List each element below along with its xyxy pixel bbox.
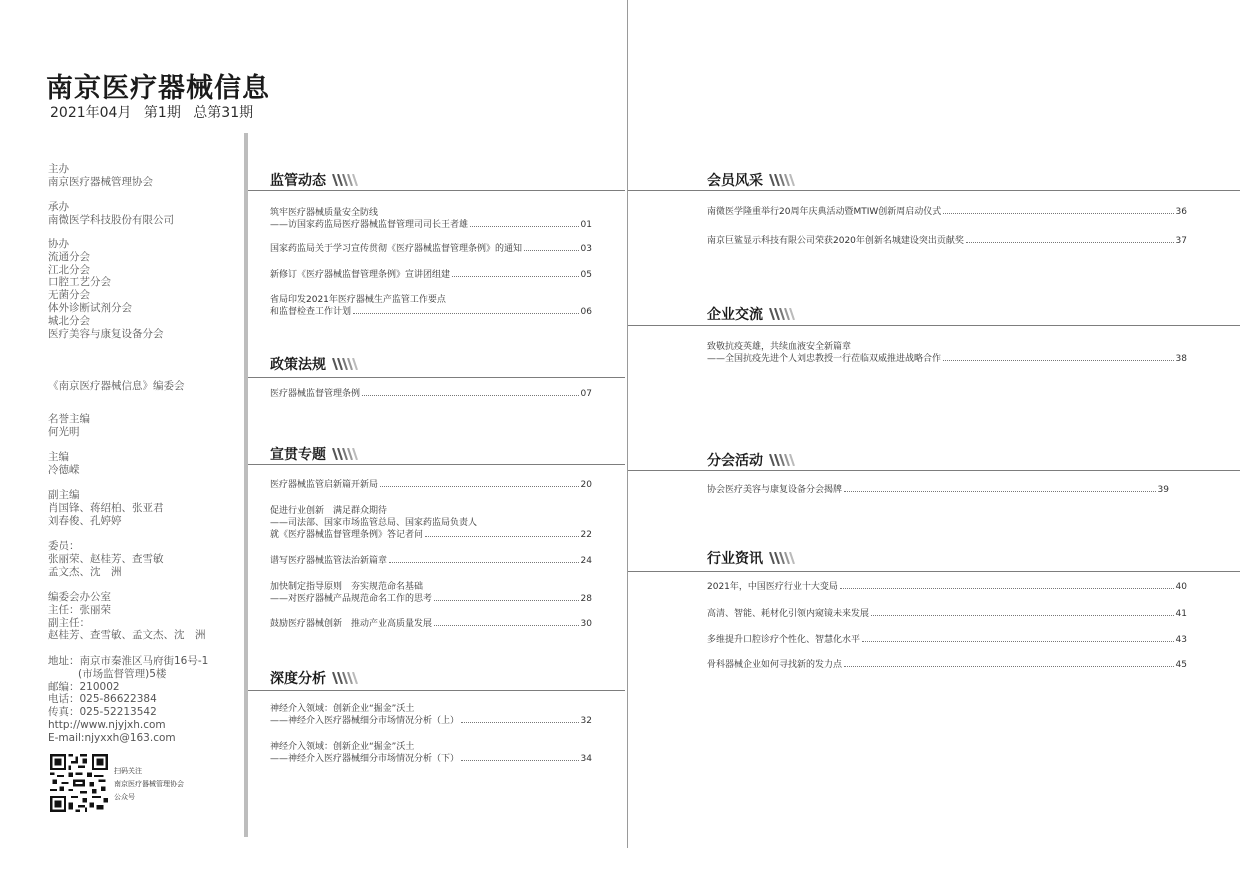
page-number: 36 xyxy=(1175,207,1187,217)
entry-subtitle: ——访国家药监局医疗器械监督管理司司长王者雄 xyxy=(270,220,469,230)
co-org: 体外诊断试剂分会 xyxy=(48,301,132,314)
dot-leader xyxy=(425,536,579,537)
section-heading xyxy=(270,354,358,374)
page-number: 39 xyxy=(1157,485,1169,495)
entry-title: 筑牢医疗器械质量安全防线 xyxy=(270,208,379,218)
toc-entry[interactable] xyxy=(707,340,1187,364)
issue-number: 第1期 xyxy=(143,105,181,121)
co-org: 江北分会 xyxy=(48,263,90,276)
section-heading xyxy=(707,304,795,324)
toc-entry[interactable] xyxy=(707,205,1187,217)
toc-entry[interactable] xyxy=(270,504,592,540)
hon-editor-name: 何光明 xyxy=(48,425,80,438)
publication-title: 南京医疗器械信息 xyxy=(46,73,270,104)
section-heading xyxy=(707,170,795,190)
dot-leader xyxy=(862,641,1174,642)
page-divider xyxy=(627,0,628,848)
page-number: 34 xyxy=(580,754,592,764)
stripe-decoration-icon xyxy=(332,448,358,460)
page-number: 22 xyxy=(580,530,592,540)
co-org: 流通分会 xyxy=(48,250,90,263)
toc-entry[interactable] xyxy=(270,580,592,604)
entry-subtitle: ——全国抗疫先进个人刘忠教授一行莅临双威推进战略合作 xyxy=(707,354,942,364)
issue-date: 2021年04月 xyxy=(50,105,132,121)
dot-leader xyxy=(434,625,579,626)
entry-title: 神经介入领域：创新企业“掘金”沃土 xyxy=(270,704,415,714)
members-names: 张丽荣、赵桂芳、查雪敏 xyxy=(48,552,164,565)
section-rule xyxy=(248,377,625,378)
issue-total: 总第31期 xyxy=(193,105,254,121)
page-number: 41 xyxy=(1175,609,1187,619)
toc-entry[interactable] xyxy=(707,607,1187,619)
entry-title: 多维提升口腔诊疗个性化、智慧化水平 xyxy=(707,635,861,645)
toc-entry[interactable] xyxy=(707,483,1169,495)
dot-leader xyxy=(452,276,579,277)
toc-entry[interactable] xyxy=(270,293,592,317)
entry-subtitle: ——对医疗器械产品规范命名工作的思考 xyxy=(270,594,433,604)
section-heading xyxy=(270,668,358,688)
members-names: 孟文杰、沈 洲 xyxy=(48,565,122,578)
office-label: 编委会办公室 xyxy=(48,591,111,603)
page-number: 38 xyxy=(1175,354,1187,364)
co-org: 城北分会 xyxy=(48,314,90,327)
toc-entry[interactable] xyxy=(270,617,592,629)
stripe-decoration-icon xyxy=(332,358,358,370)
section-rule xyxy=(628,470,1240,471)
toc-entry[interactable] xyxy=(270,206,592,230)
dot-leader xyxy=(353,313,579,314)
deputy-editor-block xyxy=(48,489,164,527)
entry-subtitle: ——司法部、国家市场监管总局、国家药监局负责人 xyxy=(270,518,478,528)
dot-leader xyxy=(871,615,1174,616)
section-rule xyxy=(248,464,625,465)
stripe-decoration-icon xyxy=(769,454,795,466)
section-rule xyxy=(248,190,625,191)
postcode: 邮编：210002 xyxy=(48,680,120,693)
page-number: 24 xyxy=(580,556,592,566)
qr-caption xyxy=(114,765,184,804)
entry-title: 致敬抗疫英雄，共续血液安全新篇章 xyxy=(707,342,852,352)
office-deputy-label: 副主任： xyxy=(48,616,90,629)
address-line-2: (市场监督管理)5楼 xyxy=(78,667,167,680)
website-link[interactable]: http://www.njyjxh.com xyxy=(48,718,166,731)
entry-title: 高清、智能、耗材化引领内窥镜未来发展 xyxy=(707,609,870,619)
section-heading-text: 分会活动 xyxy=(707,453,763,469)
section-heading xyxy=(270,444,358,464)
members-block xyxy=(48,540,164,578)
section-heading xyxy=(707,450,795,470)
page-number: 28 xyxy=(580,594,592,604)
stripe-decoration-icon xyxy=(769,308,795,320)
dot-leader xyxy=(943,213,1173,214)
toc-entry[interactable] xyxy=(270,740,592,764)
committee-title: 《南京医疗器械信息》编委会 xyxy=(48,380,185,392)
toc-entry[interactable] xyxy=(270,478,592,490)
dot-leader xyxy=(844,491,1156,492)
page-number: 03 xyxy=(580,244,592,254)
entry-title: 骨科器械企业如何寻找新的发力点 xyxy=(707,660,843,670)
dot-leader xyxy=(840,588,1174,589)
host-label: 主办 xyxy=(48,163,69,175)
fax: 传真：025-52213542 xyxy=(48,706,157,719)
email-link[interactable]: E-mail:njyxxh@163.com xyxy=(48,731,176,744)
qr-caption-line: 南京医疗器械管理协会 xyxy=(114,780,184,788)
organizer-block xyxy=(48,201,174,227)
section-rule xyxy=(628,571,1240,572)
entry-title: 谱写医疗器械监管法治新篇章 xyxy=(270,556,388,566)
co-org: 口腔工艺分会 xyxy=(48,276,111,289)
dot-leader xyxy=(844,666,1174,667)
editor-block xyxy=(48,451,80,477)
entry-title: 神经介入领域：创新企业“掘金”沃土 xyxy=(270,742,415,752)
section-rule xyxy=(628,190,1240,191)
section-heading-text: 深度分析 xyxy=(270,671,326,687)
page-number: 01 xyxy=(580,220,592,230)
section-heading-text: 政策法规 xyxy=(270,357,326,373)
section-heading xyxy=(707,548,795,568)
host-block xyxy=(48,163,153,189)
dot-leader xyxy=(461,760,579,761)
address: 地址：南京市秦淮区马府街16号-1 xyxy=(48,655,209,667)
dot-leader xyxy=(524,250,579,251)
entry-subtitle: ——神经介入医疗器械细分市场情况分析（下） xyxy=(270,754,460,764)
office-block xyxy=(48,591,206,642)
entry-subtitle: 就《医疗器械监督管理条例》答记者问 xyxy=(270,530,424,540)
organizer-label: 承办 xyxy=(48,201,69,213)
section-heading-text: 监管动态 xyxy=(270,173,326,189)
stripe-decoration-icon xyxy=(769,174,795,186)
deputy-editor-names: 刘春俊、孔婷婷 xyxy=(48,514,122,527)
entry-title: 鼓励医疗器械创新 推动产业高质量发展 xyxy=(270,619,433,629)
toc-entry[interactable] xyxy=(707,633,1187,645)
entry-title: 医疗器械监管启新篇开新局 xyxy=(270,480,379,490)
section-rule xyxy=(248,690,625,691)
page-number: 43 xyxy=(1175,635,1187,645)
qr-code-image[interactable] xyxy=(49,754,109,812)
co-org: 医疗美容与康复设备分会 xyxy=(48,327,164,340)
toc-entry[interactable] xyxy=(707,580,1187,592)
office-deputy-names: 赵桂芳、查雪敏、孟文杰、沈 洲 xyxy=(48,629,206,642)
page-number: 37 xyxy=(1175,236,1187,246)
section-heading-text: 企业交流 xyxy=(707,307,763,323)
entry-subtitle: 和监督检查工作计划 xyxy=(270,307,352,317)
section-heading-text: 行业资讯 xyxy=(707,551,763,567)
deputy-editor-label: 副主编 xyxy=(48,489,80,501)
qr-caption-line: 扫码关注 xyxy=(114,767,142,775)
dot-leader xyxy=(434,600,579,601)
page-number: 06 xyxy=(580,307,592,317)
hon-editor-label: 名誉主编 xyxy=(48,413,90,425)
stripe-decoration-icon xyxy=(332,672,358,684)
section-heading-text: 宣贯专题 xyxy=(270,447,326,463)
toc-entry[interactable] xyxy=(270,702,592,726)
page-number: 05 xyxy=(580,270,592,280)
stripe-decoration-icon xyxy=(332,174,358,186)
entry-title: 国家药监局关于学习宣传贯彻《医疗器械监督管理条例》的通知 xyxy=(270,244,523,254)
toc-entry[interactable] xyxy=(270,242,592,254)
contact-block xyxy=(48,655,208,745)
page-number: 20 xyxy=(580,480,592,490)
editor-label: 主编 xyxy=(48,451,69,463)
page-number: 32 xyxy=(580,716,592,726)
hon-editor-block xyxy=(48,413,90,439)
co-org: 无菌分会 xyxy=(48,289,90,302)
dot-leader xyxy=(380,486,579,487)
toc-entry[interactable] xyxy=(270,387,592,399)
dot-leader xyxy=(461,722,579,723)
organizer-name: 南微医学科技股份有限公司 xyxy=(48,213,174,226)
dot-leader xyxy=(362,395,579,396)
section-rule xyxy=(628,325,1240,326)
dot-leader xyxy=(966,242,1174,243)
entry-subtitle: ——神经介入医疗器械细分市场情况分析（上） xyxy=(270,716,460,726)
section-heading-text: 会员风采 xyxy=(707,173,763,189)
entry-title: 医疗器械监督管理条例 xyxy=(270,389,361,399)
co-organizer-label: 协办 xyxy=(48,238,69,250)
entry-title: 促进行业创新 满足群众期待 xyxy=(270,506,388,516)
dot-leader xyxy=(943,360,1174,361)
sidebar-accent-bar xyxy=(244,133,248,837)
office-director: 主任：张丽荣 xyxy=(48,603,111,616)
entry-title: 加快制定指导原则 夯实规范命名基础 xyxy=(270,582,424,592)
page-number: 07 xyxy=(580,389,592,399)
section-heading xyxy=(270,170,358,190)
host-name: 南京医疗器械管理协会 xyxy=(48,175,153,188)
entry-title: 新修订《医疗器械监督管理条例》宣讲团组建 xyxy=(270,270,451,280)
co-organizer-block xyxy=(48,238,164,340)
page-number: 40 xyxy=(1175,582,1187,592)
toc-entry[interactable] xyxy=(707,658,1187,670)
entry-title: 南京巨鲨显示科技有限公司荣获2020年创新名城建设突出贡献奖 xyxy=(707,236,964,246)
deputy-editor-names: 肖国锋、蒋绍柏、张亚君 xyxy=(48,501,164,514)
phone: 电话：025-86622384 xyxy=(48,693,157,706)
issue-info xyxy=(50,102,261,122)
entry-title: 南微医学隆重举行20周年庆典活动暨MTIW创新周启动仪式 xyxy=(707,207,942,217)
dot-leader xyxy=(470,226,579,227)
toc-entry[interactable] xyxy=(270,268,592,280)
entry-title: 2021年，中国医疗行业十大变局 xyxy=(707,582,838,592)
qr-caption-line: 公众号 xyxy=(114,793,135,801)
members-label: 委员： xyxy=(48,540,80,552)
page-number: 45 xyxy=(1175,660,1187,670)
entry-title: 协会医疗美容与康复设备分会揭牌 xyxy=(707,485,843,495)
editor-name: 冷德嵘 xyxy=(48,463,80,476)
toc-entry[interactable] xyxy=(707,234,1187,246)
entry-title: 省局印发2021年医疗器械生产监管工作要点 xyxy=(270,295,446,305)
stripe-decoration-icon xyxy=(769,552,795,564)
toc-entry[interactable] xyxy=(270,554,592,566)
page-number: 30 xyxy=(580,619,592,629)
dot-leader xyxy=(389,562,579,563)
